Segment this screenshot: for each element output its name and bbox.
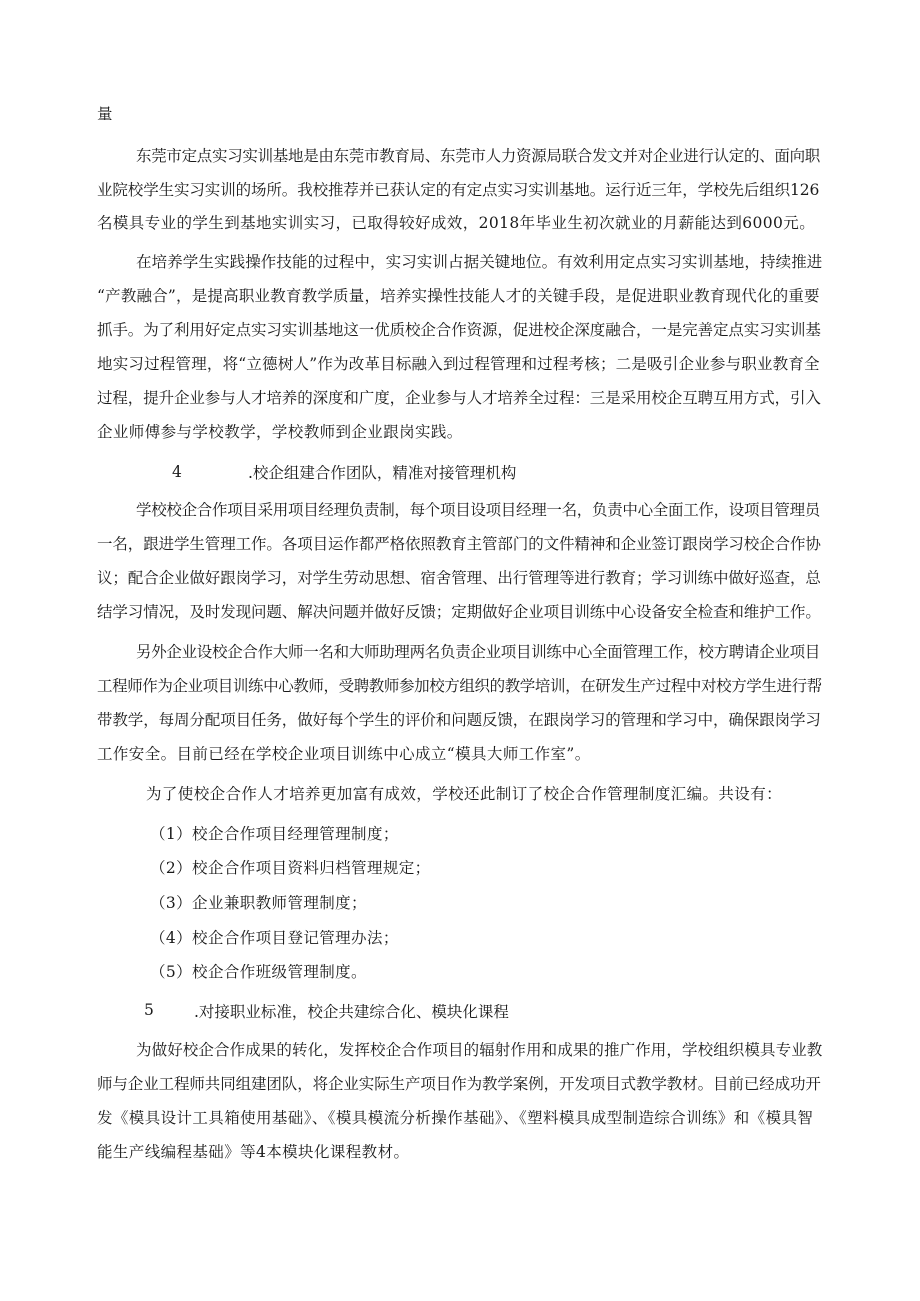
- list-item: （4）校企合作项目登记管理办法；: [150, 929, 399, 947]
- paragraph-5: 为了使校企合作人才培养更加富有成效，学校还此制订了校企合作管理制度汇编。共设有：: [146, 785, 783, 803]
- paragraph-1-line-2: 业院校学生实习实训的场所。我校推荐并已获认定的有定点实习实训基地。运行近三年，学校先后组织126: [97, 181, 820, 199]
- paragraph-1-line-1: 东莞市定点实习实训基地是由东莞市教育局、东莞市人力资源局联合发文并对企业进行认定的、面向职: [136, 147, 821, 165]
- paragraph-6-line-4: 能生产线编程基础》等4本模块化课程教材。: [97, 1143, 410, 1161]
- paragraph-2-line-4: 地实习过程管理，将“立德树人”作为改革目标融入到过程管理和过程考核；二是吸引企业参与职业教育全: [97, 355, 820, 373]
- paragraph-2-line-5: 过程，提升企业参与人才培养的深度和广度，企业参与人才培养全过程：三是采用校企互聘互用方式，引入: [97, 389, 821, 407]
- section-5-number: 5: [144, 1001, 154, 1019]
- list-item: （1）校企合作项目经理管理制度；: [150, 825, 399, 843]
- paragraph-6-line-2: 师与企业工程师共同组建团队，将企业实际生产项目作为教学案例，开发项目式教学教材。目前已经成功开: [97, 1075, 821, 1093]
- section-4-number: 4: [172, 463, 182, 481]
- list-item: （5）校企合作班级管理制度。: [150, 963, 367, 981]
- paragraph-2-line-2: “产教融合”，是提高职业教育教学质量，培养实操性技能人才的关键手段，是促进职业教育现代化的重要: [97, 287, 820, 305]
- paragraph-3-line-3: 议；配合企业做好跟岗学习，对学生劳动思想、宿舍管理、出行管理等进行教育；学习训练中做好巡查，总: [97, 569, 821, 587]
- paragraph-3-line-1: 学校校企合作项目采用项目经理负责制，每个项目设项目经理一名，负责中心全面工作，设项目管理员: [136, 501, 821, 519]
- paragraph-3-line-4: 结学习情况，及时发现问题、解决问题并做好反馈；定期做好企业项目训练中心设备安全检查和维护工作。: [97, 603, 821, 621]
- paragraph-2-line-3: 抓手。为了利用好定点实习实训基地这一优质校企合作资源，促进校企深度融合，一是完善定点实习实训基: [97, 321, 821, 339]
- paragraph-6-line-3: 发《模具设计工具箱使用基础》、《模具模流分析操作基础》、《塑料模具成型制造综合训练》和《模具智: [97, 1109, 814, 1127]
- paragraph-2-line-1: 在培养学生实践操作技能的过程中，实习实训占据关键地位。有效利用定点实习实训基地，持续推进: [136, 253, 823, 271]
- paragraph-3-line-2: 一名，跟进学生管理工作。各项目运作都严格依照教育主管部门的文件精神和企业签订跟岗学习校企合作协: [97, 535, 821, 553]
- paragraph-1-line-3: 名模具专业的学生到基地实训实习，已取得较好成效，2018年毕业生初次就业的月薪能达到6000元。: [97, 214, 816, 232]
- section-4-heading: .校企组建合作团队，精准对接管理机构: [248, 464, 517, 482]
- paragraph-6-line-1: 为做好校企合作成果的转化，发挥校企合作项目的辐射作用和成果的推广作用，学校组织模具专业教: [136, 1041, 823, 1059]
- paragraph-4-line-3: 带教学，每周分配项目任务，做好每个学生的评价和问题反馈，在跟岗学习的管理和学习中，确保跟岗学习: [97, 711, 821, 729]
- paragraph-4-line-1: 另外企业设校企合作大师一名和大师助理两名负责企业项目训练中心全面管理工作，校方聘请企业项目: [136, 643, 821, 661]
- paragraph-4-line-2: 工程师作为企业项目训练中心教师，受聘教师参加校方组织的教学培训，在研发生产过程中对校方学生进行帮: [97, 677, 822, 695]
- list-item: （2）校企合作项目资料归档管理规定；: [150, 859, 431, 877]
- paragraph-4-line-4: 工作安全。目前已经在学校企业项目训练中心成立“模具大师工作室”。: [97, 745, 591, 763]
- paragraph-2-line-6: 企业师傅参与学校教学，学校教师到企业跟岗实践。: [97, 423, 463, 441]
- section-5-heading: .对接职业标准，校企共建综合化、模块化课程: [194, 1003, 509, 1021]
- list-item: （3）企业兼职教师管理制度；: [150, 894, 367, 912]
- paragraph-fragment: 量: [97, 105, 113, 123]
